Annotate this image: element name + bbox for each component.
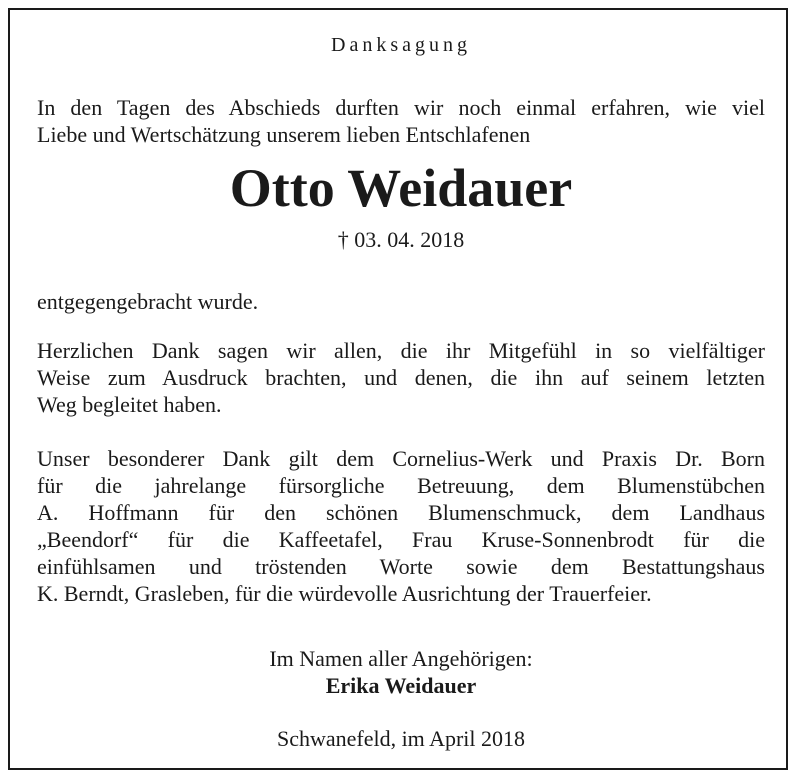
continuation-text: [37, 288, 765, 315]
special-thanks-line: Unser besonderer Dank gilt dem Cornelius-Werk und Praxis Dr. Born: [37, 446, 765, 471]
signature-intro: Im Namen aller Angehörigen:: [269, 646, 533, 671]
continuation-line: entgegengebracht wurde.: [37, 289, 259, 314]
thanks-line: Herzlichen Dank sagen wir allen, die ihr Mitgefühl in so vielfältiger: [37, 338, 765, 363]
special-thanks-line: für die jahrelange fürsorgliche Betreuung, dem Blumenstübchen: [37, 473, 765, 498]
death-date: † 03. 04. 2018: [337, 227, 465, 252]
intro-line: Liebe und Wertschätzung unserem lieben Entschlafenen: [37, 122, 531, 147]
intro-paragraph: [37, 94, 765, 148]
heading: Danksagung: [331, 34, 471, 56]
special-thanks-line: einfühlsamen und tröstenden Worte sowie dem Bestattungshaus: [37, 554, 765, 579]
place-and-date: Schwanefeld, im April 2018: [276, 726, 526, 751]
intro-line: In den Tagen des Abschieds durften wir noch einmal erfahren, wie viel: [37, 95, 765, 120]
special-thanks-line: A. Hoffmann für den schönen Blumenschmuck, dem Landhaus: [37, 500, 765, 525]
thanks-line: Weg begleitet haben.: [37, 392, 222, 417]
thanks-line: Weise zum Ausdruck brachten, und denen, die ihn auf seinem letzten: [37, 365, 765, 390]
signatory-name: Erika Weidauer: [325, 673, 477, 698]
deceased-name: Otto Weidauer: [229, 158, 573, 218]
special-thanks-line: „Beendorf“ für die Kaffeetafel, Frau Kruse-Sonnenbrodt für die: [37, 527, 765, 552]
thanks-paragraph: [37, 337, 765, 418]
special-thanks-paragraph: [37, 445, 765, 607]
obituary-notice: [8, 8, 788, 770]
special-thanks-line: K. Berndt, Grasleben, für die würdevolle Ausrichtung der Trauerfeier.: [37, 581, 652, 606]
